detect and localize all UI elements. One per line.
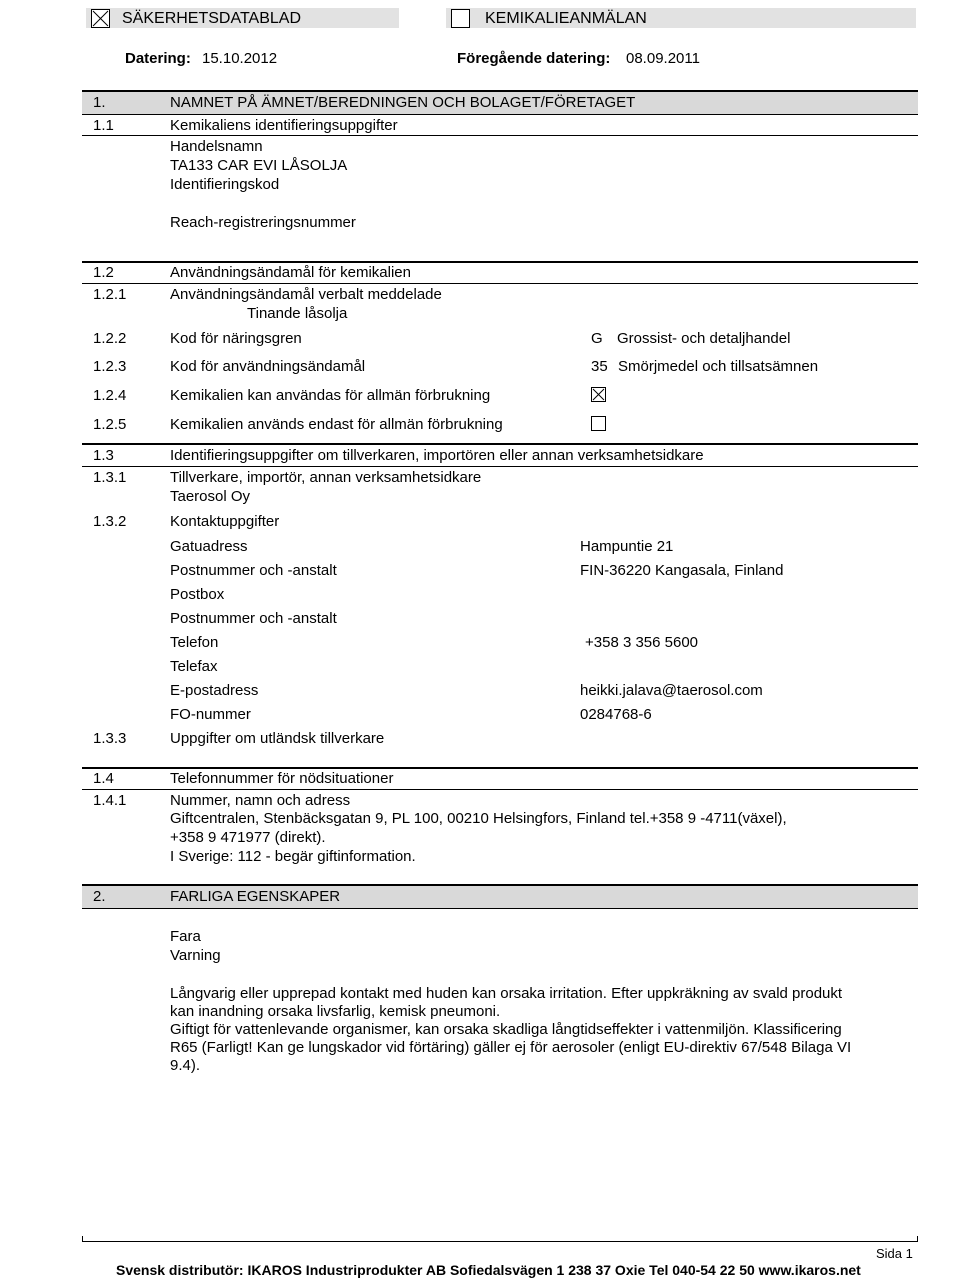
emergency-line: I Sverige: 112 - begär giftinformation. [170,848,416,865]
hazard-text: Giftigt för vattenlevande organismer, kan orsaka skadliga långtidseffekter i vattenmiljön. Klassificering [170,1021,842,1038]
s1-3-1-number: 1.3.1 [93,469,127,486]
signal-word: Fara [170,928,201,945]
footer-rule-tick [82,1236,83,1242]
date-value: 15.10.2012 [202,50,278,67]
sds-title: SÄKERHETSDATABLAD [122,10,302,27]
s1-2-title: Användningsändamål för kemikalien [170,264,411,281]
id-code-label: Identifieringskod [170,176,280,193]
s1-3-3-number: 1.3.3 [93,730,127,747]
contact-label: FO-nummer [170,706,251,723]
contact-label: Postnummer och -anstalt [170,610,337,627]
section-1-title: NAMNET PÅ ÄMNET/BEREDNINGEN OCH BOLAGET/FÖRETAGET [170,94,636,111]
r1-label: Användningsändamål verbalt meddelade [170,286,442,303]
r2-code: G [591,330,603,347]
checkbox-cross-icon [92,10,109,27]
s1-1-number: 1.1 [93,117,114,134]
contact-value: +358 3 356 5600 [585,634,699,651]
footer-rule [82,1241,918,1242]
r3-number: 1.2.3 [93,358,127,375]
reach-label: Reach-registreringsnummer [170,214,356,231]
contact-label: Postbox [170,586,225,603]
s1-4-number: 1.4 [93,770,114,787]
contact-label: Telefon [170,634,219,651]
s1-4-1-number: 1.4.1 [93,792,127,809]
sds-checkbox[interactable] [91,9,110,28]
contact-label: E-postadress [170,682,259,699]
s1-1-title: Kemikaliens identifieringsuppgifter [170,117,398,134]
contact-value: FIN-36220 Kangasala, Finland [580,562,784,579]
contact-value: heikki.jalava@taerosol.com [580,682,763,699]
s1-2-rule [82,261,918,263]
s1-1-rule [82,135,918,136]
s1-2-number: 1.2 [93,264,114,281]
emergency-line: +358 9 471977 (direkt). [170,829,326,846]
checkbox-cross-icon [592,388,605,401]
s1-3-title: Identifieringsuppgifter om tillverkaren, importören eller annan verksamhetsidkare [170,447,704,464]
prev-date-label: Föregående datering: [457,50,611,67]
s1-4-title: Telefonnummer för nödsituationer [170,770,394,787]
s1-3-1-value: Taerosol Oy [170,488,251,505]
section-1-number: 1. [93,94,106,111]
prev-date-value: 08.09.2011 [626,50,700,67]
section-2-number: 2. [93,888,106,905]
r1-value: Tinande låsolja [247,305,348,322]
contact-value: 0284768-6 [580,706,652,723]
r5-number: 1.2.5 [93,416,127,433]
r5-checkbox[interactable] [591,416,606,431]
emergency-line: Giftcentralen, Stenbäcksgatan 9, PL 100, 00210 Helsingfors, Finland tel.+358 9 -4711(växel), [170,810,787,827]
footer-distributor: Svensk distributör: IKAROS Industriprodukter AB Sofiedalsvägen 1 238 37 Oxie Tel 040-54 22 50 www.ikaros.net [116,1262,861,1278]
s1-4-subrule [82,789,918,790]
date-label: Datering: [125,50,191,67]
r4-checkbox[interactable] [591,387,606,402]
s1-3-rule [82,443,918,445]
hazard-text: kan inandning orsaka livsfarlig, kemisk pneumoni. [170,1003,501,1020]
s1-3-1-label: Tillverkare, importör, annan verksamhetsidkare [170,469,482,486]
trade-name-label: Handelsnamn [170,138,263,155]
footer-rule-tick [917,1236,918,1242]
s1-3-2-label: Kontaktuppgifter [170,513,280,530]
trade-name-value: TA133 CAR EVI LÅSOLJA [170,157,348,174]
hazard-text: 9.4). [170,1057,201,1074]
s1-3-3-label: Uppgifter om utländsk tillverkare [170,730,385,747]
section-2-title: FARLIGA EGENSKAPER [170,888,341,905]
s1-3-2-number: 1.3.2 [93,513,127,530]
chem-title: KEMIKALIEANMÄLAN [485,10,647,27]
s1-4-rule [82,767,918,769]
r3-code: 35 [591,358,608,375]
r1-number: 1.2.1 [93,286,127,303]
contact-label: Telefax [170,658,218,675]
contact-label: Postnummer och -anstalt [170,562,337,579]
r2-label: Kod för näringsgren [170,330,302,347]
r4-label: Kemikalien kan användas för allmän förbrukning [170,387,491,404]
s1-3-subrule [82,466,918,467]
r3-label: Kod för användningsändamål [170,358,366,375]
r2-value: Grossist- och detaljhandel [617,330,791,347]
s1-4-1-label: Nummer, namn och adress [170,792,351,809]
contact-label: Gatuadress [170,538,248,555]
s1-2-subrule [82,283,918,284]
hazard-text: Långvarig eller upprepad kontakt med huden kan orsaka irritation. Efter uppkräkning av svald produkt [170,985,843,1002]
r3-value: Smörjmedel och tillsatsämnen [618,358,819,375]
r2-number: 1.2.2 [93,330,127,347]
r5-label: Kemikalien används endast för allmän förbrukning [170,416,503,433]
signal-word: Varning [170,947,221,964]
page-number: Sida 1 [876,1246,913,1261]
r4-number: 1.2.4 [93,387,127,404]
chem-checkbox[interactable] [451,9,470,28]
s1-3-number: 1.3 [93,447,114,464]
hazard-text: R65 (Farligt! Kan ge lungskador vid förtäring) gäller ej för aerosoler (enligt EU-direktiv 67/548 Bilaga VI [170,1039,852,1056]
contact-value: Hampuntie 21 [580,538,674,555]
